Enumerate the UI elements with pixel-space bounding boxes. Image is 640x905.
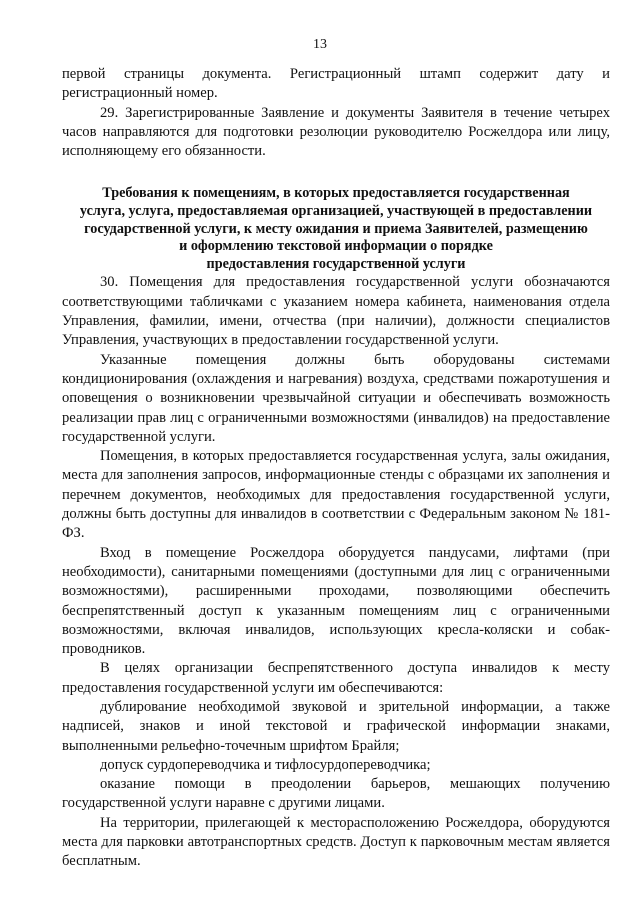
paragraph-equipment: Указанные помещения должны быть оборудованы системами кондиционирования (охлаждения и нагревания) воздуха, средствами пожаротушения и оповещения о возникновении чрезвычайной ситуации и обеспечивать возможность реализации прав лиц с ограниченными возможностями (инвалидов) на предоставление государственной услуги. bbox=[62, 351, 610, 445]
paragraph-parking: На территории, прилегающей к месторасположению Росжелдора, оборудуются места для парковки автотранспортных средств. Доступ к парковочным местам является бесплатным. bbox=[62, 814, 610, 870]
paragraph-29: 29. Зарегистрированные Заявление и документы Заявителя в течение четырех часов направляются для подготовки резолюции руководителю Росжелдора или лицу, исполняющему его обязанности. bbox=[62, 104, 610, 160]
paragraph-entrance: Вход в помещение Росжелдора оборудуется пандусами, лифтами (при необходимости), санитарными помещениями (доступными для лиц с ограниченными возможностями), расширенными проходами, позволяющими обеспечить беспрепятственный доступ к указанным помещениям лиц с ограниченными возможностями, включая инвалидов, использующих кресла-коляски и собак-проводников. bbox=[62, 544, 610, 658]
heading-line: и оформлению текстовой информации о порядке bbox=[179, 238, 493, 255]
heading-line: услуга, услуга, предоставляемая организацией, участвующей в предоставлении bbox=[79, 203, 593, 220]
document-body bbox=[62, 65, 610, 872]
paragraph-accessibility: Помещения, в которых предоставляется государственная услуга, залы ожидания, места для заполнения запросов, информационные стенды с образцами их заполнения и перечнем документов, необходимых для предоставления государственной услуги, должны быть доступны для инвалидов в соответствии с Федеральным законом № 181-ФЗ. bbox=[62, 448, 610, 542]
paragraph-interpreter: допуск сурдопереводчика и тифлосурдопереводчика; bbox=[100, 756, 431, 773]
section-heading bbox=[62, 185, 610, 273]
heading-line: государственной услуги, к месту ожидания и приема Заявителей, размещению bbox=[84, 220, 588, 237]
heading-line: предоставления государственной услуги bbox=[206, 255, 466, 272]
paragraph-assistance: оказание помощи в преодолении барьеров, мешающих получению государственной услуги наравне с другими лицами. bbox=[62, 776, 610, 812]
paragraph-continuation: первой страницы документа. Регистрационный штамп содержит дату и регистрационный номер. bbox=[62, 66, 610, 102]
paragraph-30: 30. Помещения для предоставления государственной услуги обозначаются соответствующими табличками с указанием номера кабинета, наименования отдела Управления, фамилии, имени, отчества (при наличии), должности специалистов Управления, участвующих в предоставлении государственной услуги. bbox=[62, 274, 610, 349]
paragraph-duplication: дублирование необходимой звуковой и зрительной информации, а также надписей, знаков и иной текстовой и графической информации знаками, выполненными рельефно-точечным шрифтом Брайля; bbox=[62, 698, 610, 754]
heading-line: Требования к помещениям, в которых предоставляется государственная bbox=[102, 185, 570, 202]
paragraph-goals: В целях организации беспрепятственного доступа инвалидов к месту предоставления государственной услуги им обеспечиваются: bbox=[62, 660, 610, 696]
page-number: 13 bbox=[313, 37, 327, 52]
